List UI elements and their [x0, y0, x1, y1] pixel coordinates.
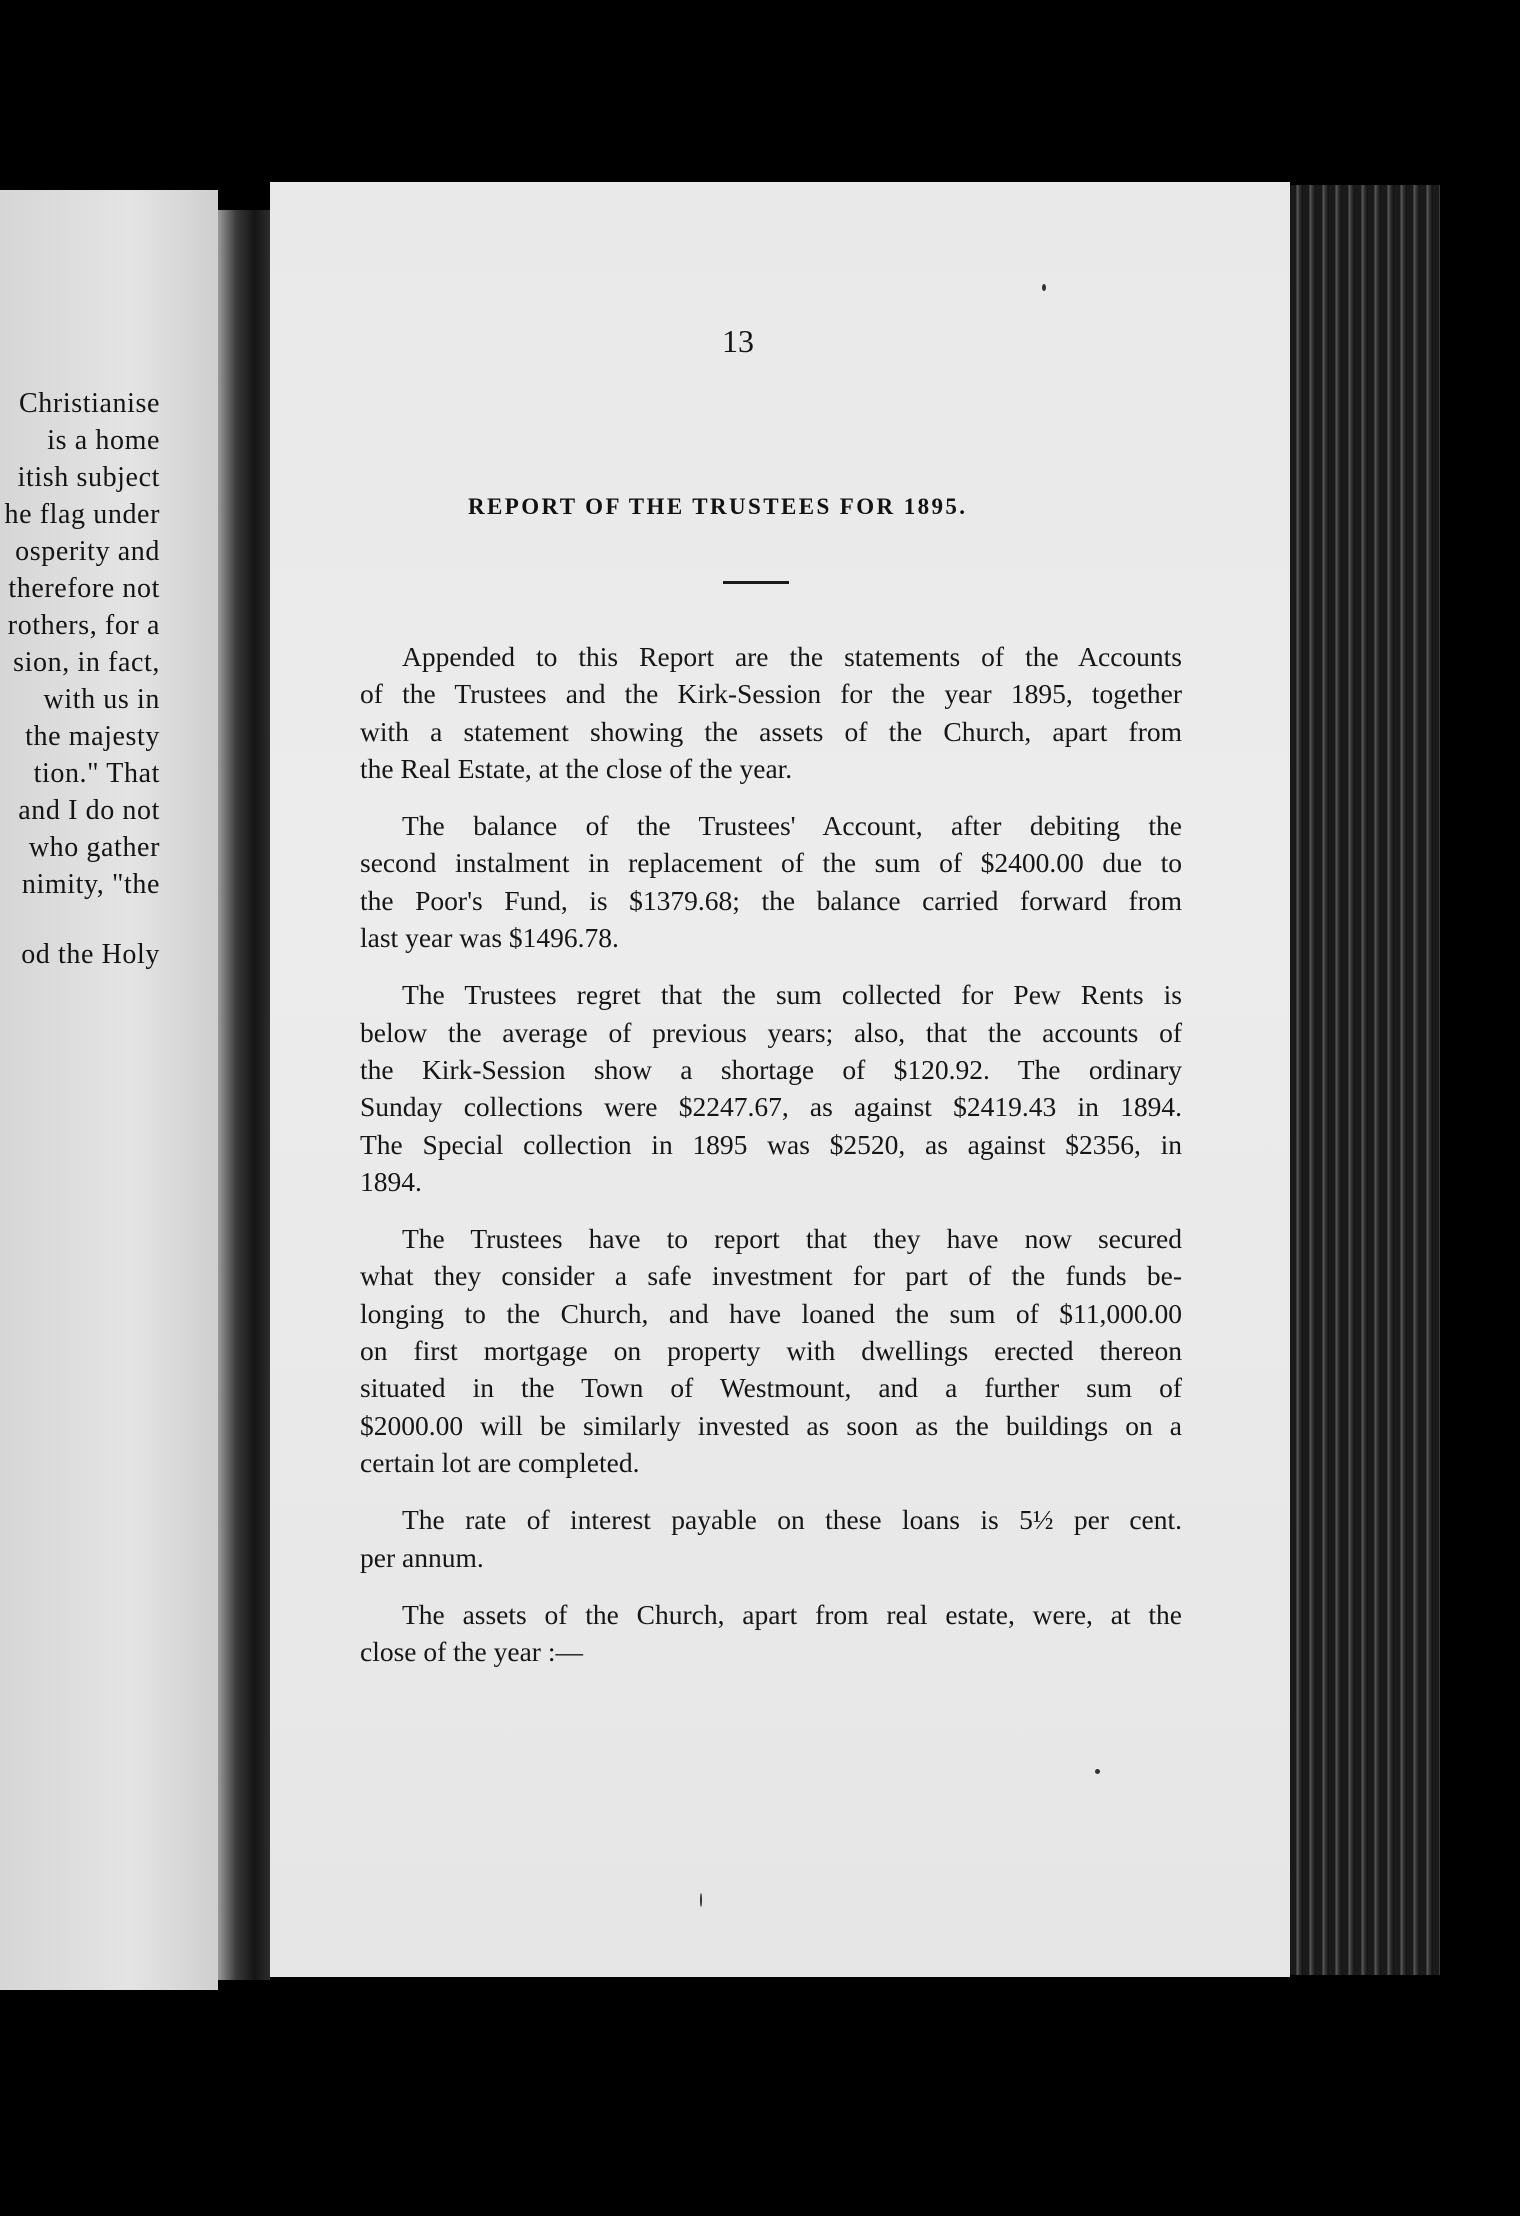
text-line: second instalment in replacement of the sum of $2400.00 due to [360, 847, 1182, 879]
text-line: the Poor's Fund, is $1379.68; the balance carried forward from [360, 884, 1182, 916]
report-title: REPORT OF THE TRUSTEES FOR 1895. [468, 494, 968, 519]
report-body [360, 638, 1182, 1690]
paragraph-balance [360, 807, 1182, 956]
left-page-line: itish subject [17, 462, 160, 493]
paragraph-assets [360, 1596, 1182, 1671]
left-page-line: od the Holy [21, 939, 160, 970]
text-line: The Special collection in 1895 was $2520, as against $2356, in [360, 1128, 1182, 1160]
left-page-line: osperity and [15, 536, 160, 567]
left-page-line: tion." That [33, 758, 160, 789]
text-line: per annum. [360, 1541, 484, 1573]
text-line: Sunday collections were $2247.67, as against $2419.43 in 1894. [360, 1091, 1182, 1123]
paragraph-appended [360, 638, 1182, 787]
text-line: below the average of previous years; also, that the accounts of [360, 1016, 1182, 1048]
text-line: The rate of interest payable on these loans is 5½ per cent. [402, 1504, 1182, 1536]
left-page-line: is a home [47, 425, 160, 456]
left-page-line: who gather [28, 832, 160, 863]
left-page-line: nimity, "the [21, 869, 160, 900]
scan-speck [1042, 284, 1046, 291]
paragraph-regret [360, 976, 1182, 1200]
text-line: what they consider a safe investment for part of the funds be- [360, 1260, 1182, 1292]
text-line: The balance of the Trustees' Account, after debiting the [402, 810, 1182, 842]
text-line: with a statement showing the assets of the Church, apart from [360, 715, 1182, 747]
text-line: of the Trustees and the Kirk-Session for the year 1895, together [360, 678, 1182, 710]
paragraph-investment [360, 1220, 1182, 1481]
text-line: the Real Estate, at the close of the year. [360, 752, 793, 784]
paragraph-interest-rate [360, 1501, 1182, 1576]
text-line: last year was $1496.78. [360, 922, 619, 954]
text-line: situated in the Town of Westmount, and a further sum of [360, 1372, 1182, 1404]
text-line: The assets of the Church, apart from real estate, were, at the [402, 1598, 1182, 1630]
text-line: longing to the Church, and have loaned the sum of $11,000.00 [360, 1297, 1182, 1329]
title-divider [723, 581, 789, 584]
left-page-line: sion, in fact, [13, 647, 160, 678]
left-page-line: rothers, for a [7, 610, 160, 641]
left-page-line: and I do not [18, 795, 160, 826]
text-line: close of the year :— [360, 1636, 583, 1668]
text-line: on first mortgage on property with dwellings erected thereon [360, 1335, 1182, 1367]
book-gutter [218, 210, 270, 1980]
text-line: $2000.00 will be similarly invested as soon as the buildings on a [360, 1409, 1182, 1441]
scan-speck [1095, 1769, 1100, 1774]
text-line: Appended to this Report are the statements of the Accounts [402, 641, 1182, 672]
page-number: 13 [722, 323, 754, 359]
left-page-line: with us in [43, 684, 160, 715]
text-line: The Trustees have to report that they have now secured [402, 1223, 1182, 1255]
text-line: 1894. [360, 1165, 422, 1197]
left-page-line: therefore not [8, 573, 160, 604]
page-edges [1290, 185, 1440, 1975]
text-line: The Trustees regret that the sum collected for Pew Rents is [402, 979, 1182, 1011]
text-line: certain lot are completed. [360, 1446, 640, 1478]
left-page-line: Christianise [19, 388, 160, 419]
left-page-line: the majesty [25, 721, 160, 752]
scan-speck [700, 1893, 702, 1907]
left-page-line: he flag under [4, 499, 160, 530]
text-line: the Kirk-Session show a shortage of $120.92. The ordinary [360, 1053, 1182, 1085]
left-page-fragment [0, 190, 218, 1990]
